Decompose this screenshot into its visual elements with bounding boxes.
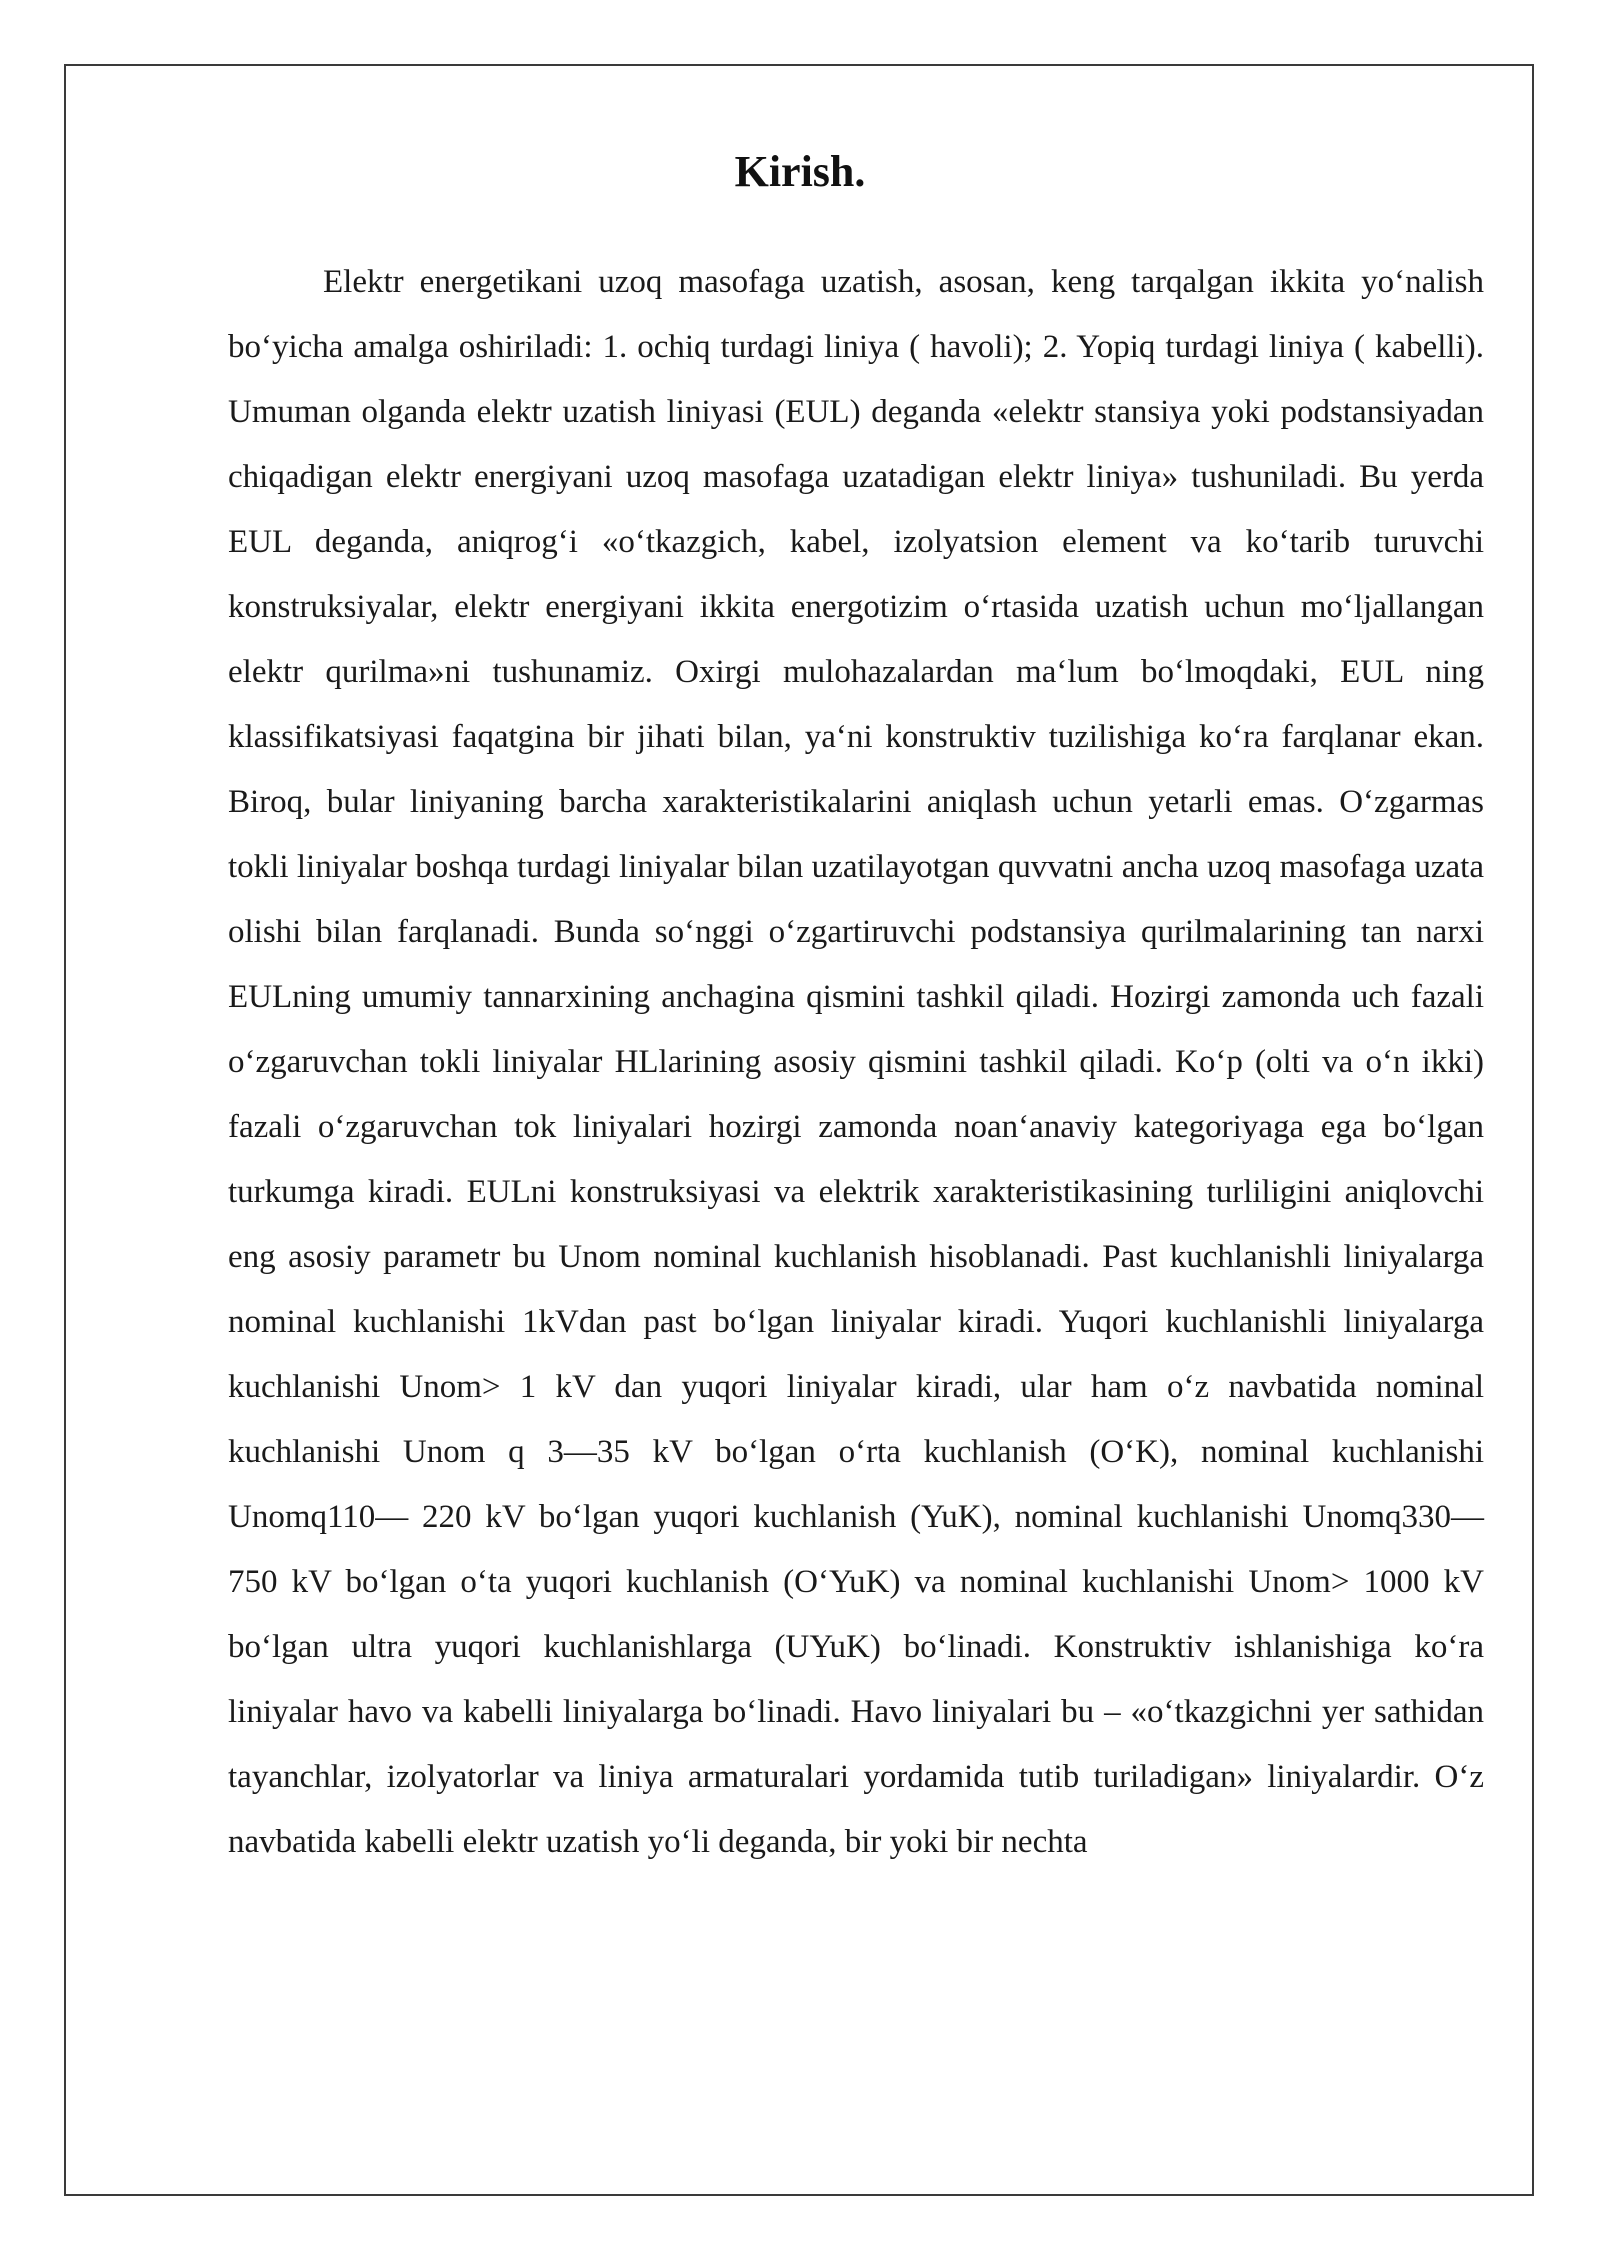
body-paragraph: Elektr energetikani uzoq masofaga uzatish, asosan, keng tarqalgan ikkita yo‘nalish bo‘yicha amalga oshiriladi: 1. ochiq turdagi liniya ( havoli); 2. Yopiq turdagi liniya ( kabelli). Umuman olganda elektr uzatish liniyasi (EUL) deganda «elektr stansiya yoki podstansiyadan chiqadigan elektr energiyani uzoq masofaga uzatadigan elektr liniya» tushuniladi. Bu yerda EUL deganda, aniqrog‘i «o‘tkazgich, kabel, izolyatsion element va ko‘tarib turuvchi konstruksiyalar, elektr energiyani ikkita energotizim o‘rtasida uzatish uchun mo‘ljallangan elektr qurilma»ni tushunamiz. Oxirgi mulohazalardan ma‘lum bo‘lmoqdaki, EUL ning klassifikatsiyasi faqatgina bir jihati bilan, ya‘ni konstruktiv tuzilishiga ko‘ra farqlanar ekan. Biroq, bular liniyaning barcha xarakteristikalarini aniqlash uchun yetarli emas. O‘zgarmas tokli liniyalar boshqa turdagi liniyalar bilan uzatilayotgan quvvatni ancha uzoq masofaga uzata olishi bilan farqlanadi. Bunda so‘nggi o‘zgartiruvchi podstansiya qurilmalarining tan narxi EULning umumiy tannarxining anchagina qismini tashkil qiladi. Hozirgi zamonda uch fazali o‘zgaruvchan tokli liniyalar HLlarining asosiy qismini tashkil qiladi. Ko‘p (olti va o‘n ikki) fazali o‘zgaruvchan tok liniyalari hozirgi zamonda noan‘anaviy kategoriyaga ega bo‘lgan turkumga kiradi. EULni konstruksiyasi va elektrik xarakteristikasining turliligini aniqlovchi eng asosiy parametr bu Unom nominal kuchlanish hisoblanadi. Past kuchlanishli liniyalarga nominal kuchlanishi 1kVdan past bo‘lgan liniyalar kiradi. Yuqori kuchlanishli liniyalarga kuchlanishi Unom> 1 kV dan yuqori liniyalar kiradi, ular ham o‘z navbatida nominal kuchlanishi Unom q 3—35 kV bo‘lgan o‘rta kuchlanish (O‘K), nominal kuchlanishi Unomq110— 220 kV bo‘lgan yuqori kuchlanish (YuK), nominal kuchlanishi Unomq330— 750 kV bo‘lgan o‘ta yuqori kuchlanish (O‘YuK) va nominal kuchlanishi Unom> 1000 kV bo‘lgan ultra yuqori kuchlanishlarga (UYuK) bo‘linadi. Konstruktiv ishlanishiga ko‘ra liniyalar havo va kabelli liniyalarga bo‘linadi. Havo liniyalari bu – «o‘tkazgichni yer sathidan tayanchlar, izolyatorlar va liniya armaturalari yordamida tutib turiladigan» liniyalardir. O‘z navbatida kabelli elektr uzatish yo‘li deganda, bir yoki bir nechta	[228, 264, 1484, 1860]
page-title: Kirish.	[734, 147, 866, 196]
